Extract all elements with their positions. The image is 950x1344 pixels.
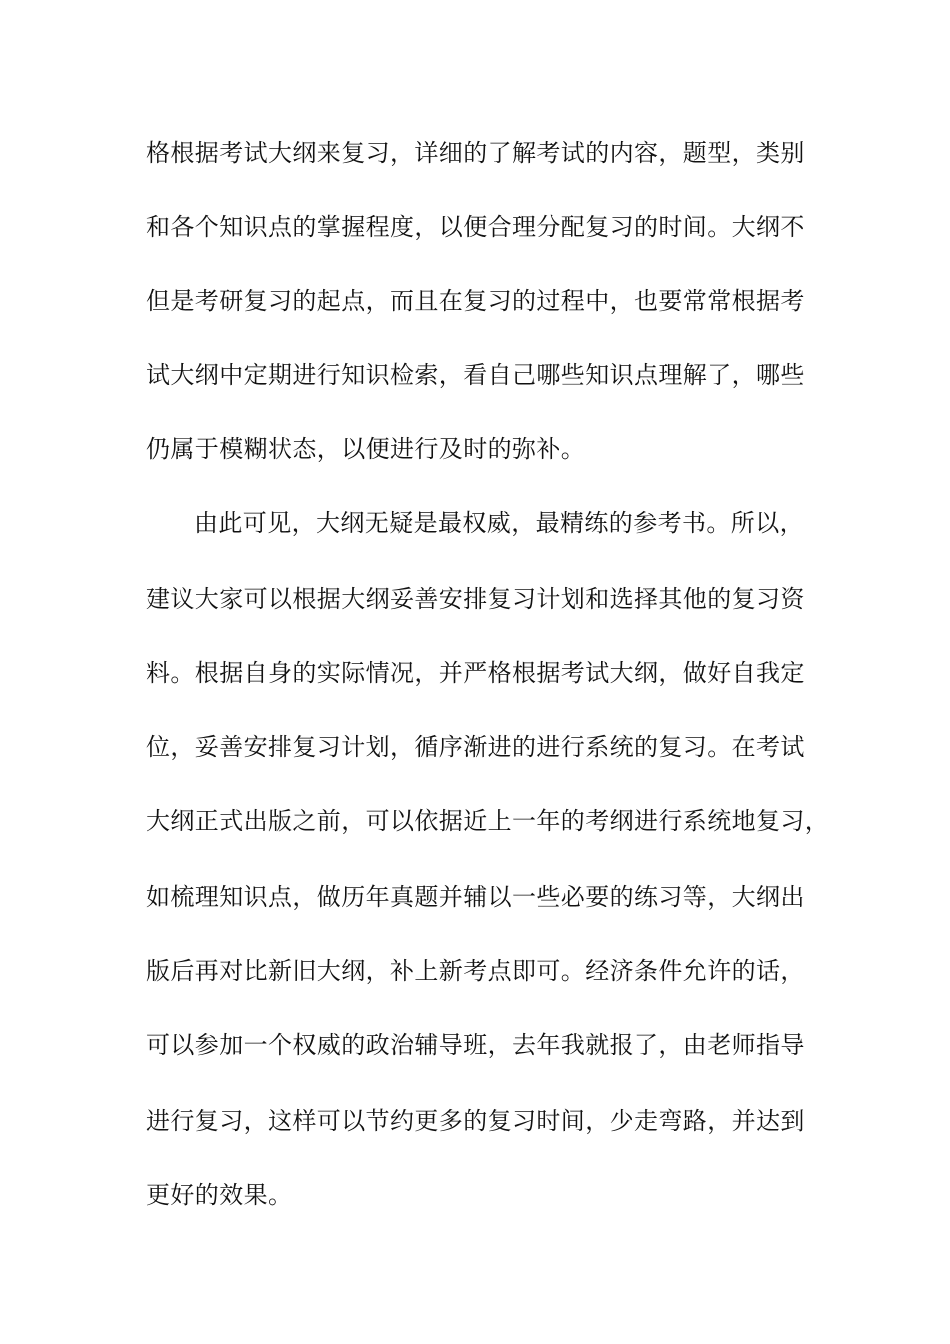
paragraph-1-line-3: 但是考研复习的起点，而且在复习的过程中，也要常常根据考	[146, 287, 805, 315]
paragraph-2-line-5: 大纲正式出版之前，可以依据近上一年的考纲进行系统地复习，	[146, 807, 830, 835]
paragraph-1-line-1: 格根据考试大纲来复习，详细的了解考试的内容，题型，类别	[146, 139, 805, 167]
paragraph-2-line-3: 料。根据自身的实际情况，并严格根据考试大纲，做好自我定	[146, 659, 805, 687]
paragraph-2-line-7: 版后再对比新旧大纲，补上新考点即可。经济条件允许的话，	[146, 957, 805, 985]
paragraph-2-line-8: 可以参加一个权威的政治辅导班，去年我就报了，由老师指导	[146, 1031, 805, 1059]
paragraph-2-line-1: 由此可见，大纲无疑是最权威，最精练的参考书。所以，	[194, 509, 804, 537]
paragraph-2-line-2: 建议大家可以根据大纲妥善安排复习计划和选择其他的复习资	[146, 585, 805, 613]
paragraph-1-line-4: 试大纲中定期进行知识检索，看自己哪些知识点理解了，哪些	[146, 361, 805, 389]
paragraph-2-line-10: 更好的效果。	[146, 1181, 293, 1209]
paragraph-2-line-9: 进行复习，这样可以节约更多的复习时间，少走弯路，并达到	[146, 1107, 805, 1135]
paragraph-1-line-2: 和各个知识点的掌握程度，以便合理分配复习的时间。大纲不	[146, 213, 805, 241]
paragraph-2-line-4: 位，妥善安排复习计划，循序渐进的进行系统的复习。在考试	[146, 733, 805, 761]
paragraph-1-line-5: 仍属于模糊状态，以便进行及时的弥补。	[146, 435, 586, 463]
paragraph-2-line-6: 如梳理知识点，做历年真题并辅以一些必要的练习等，大纲出	[146, 883, 805, 911]
